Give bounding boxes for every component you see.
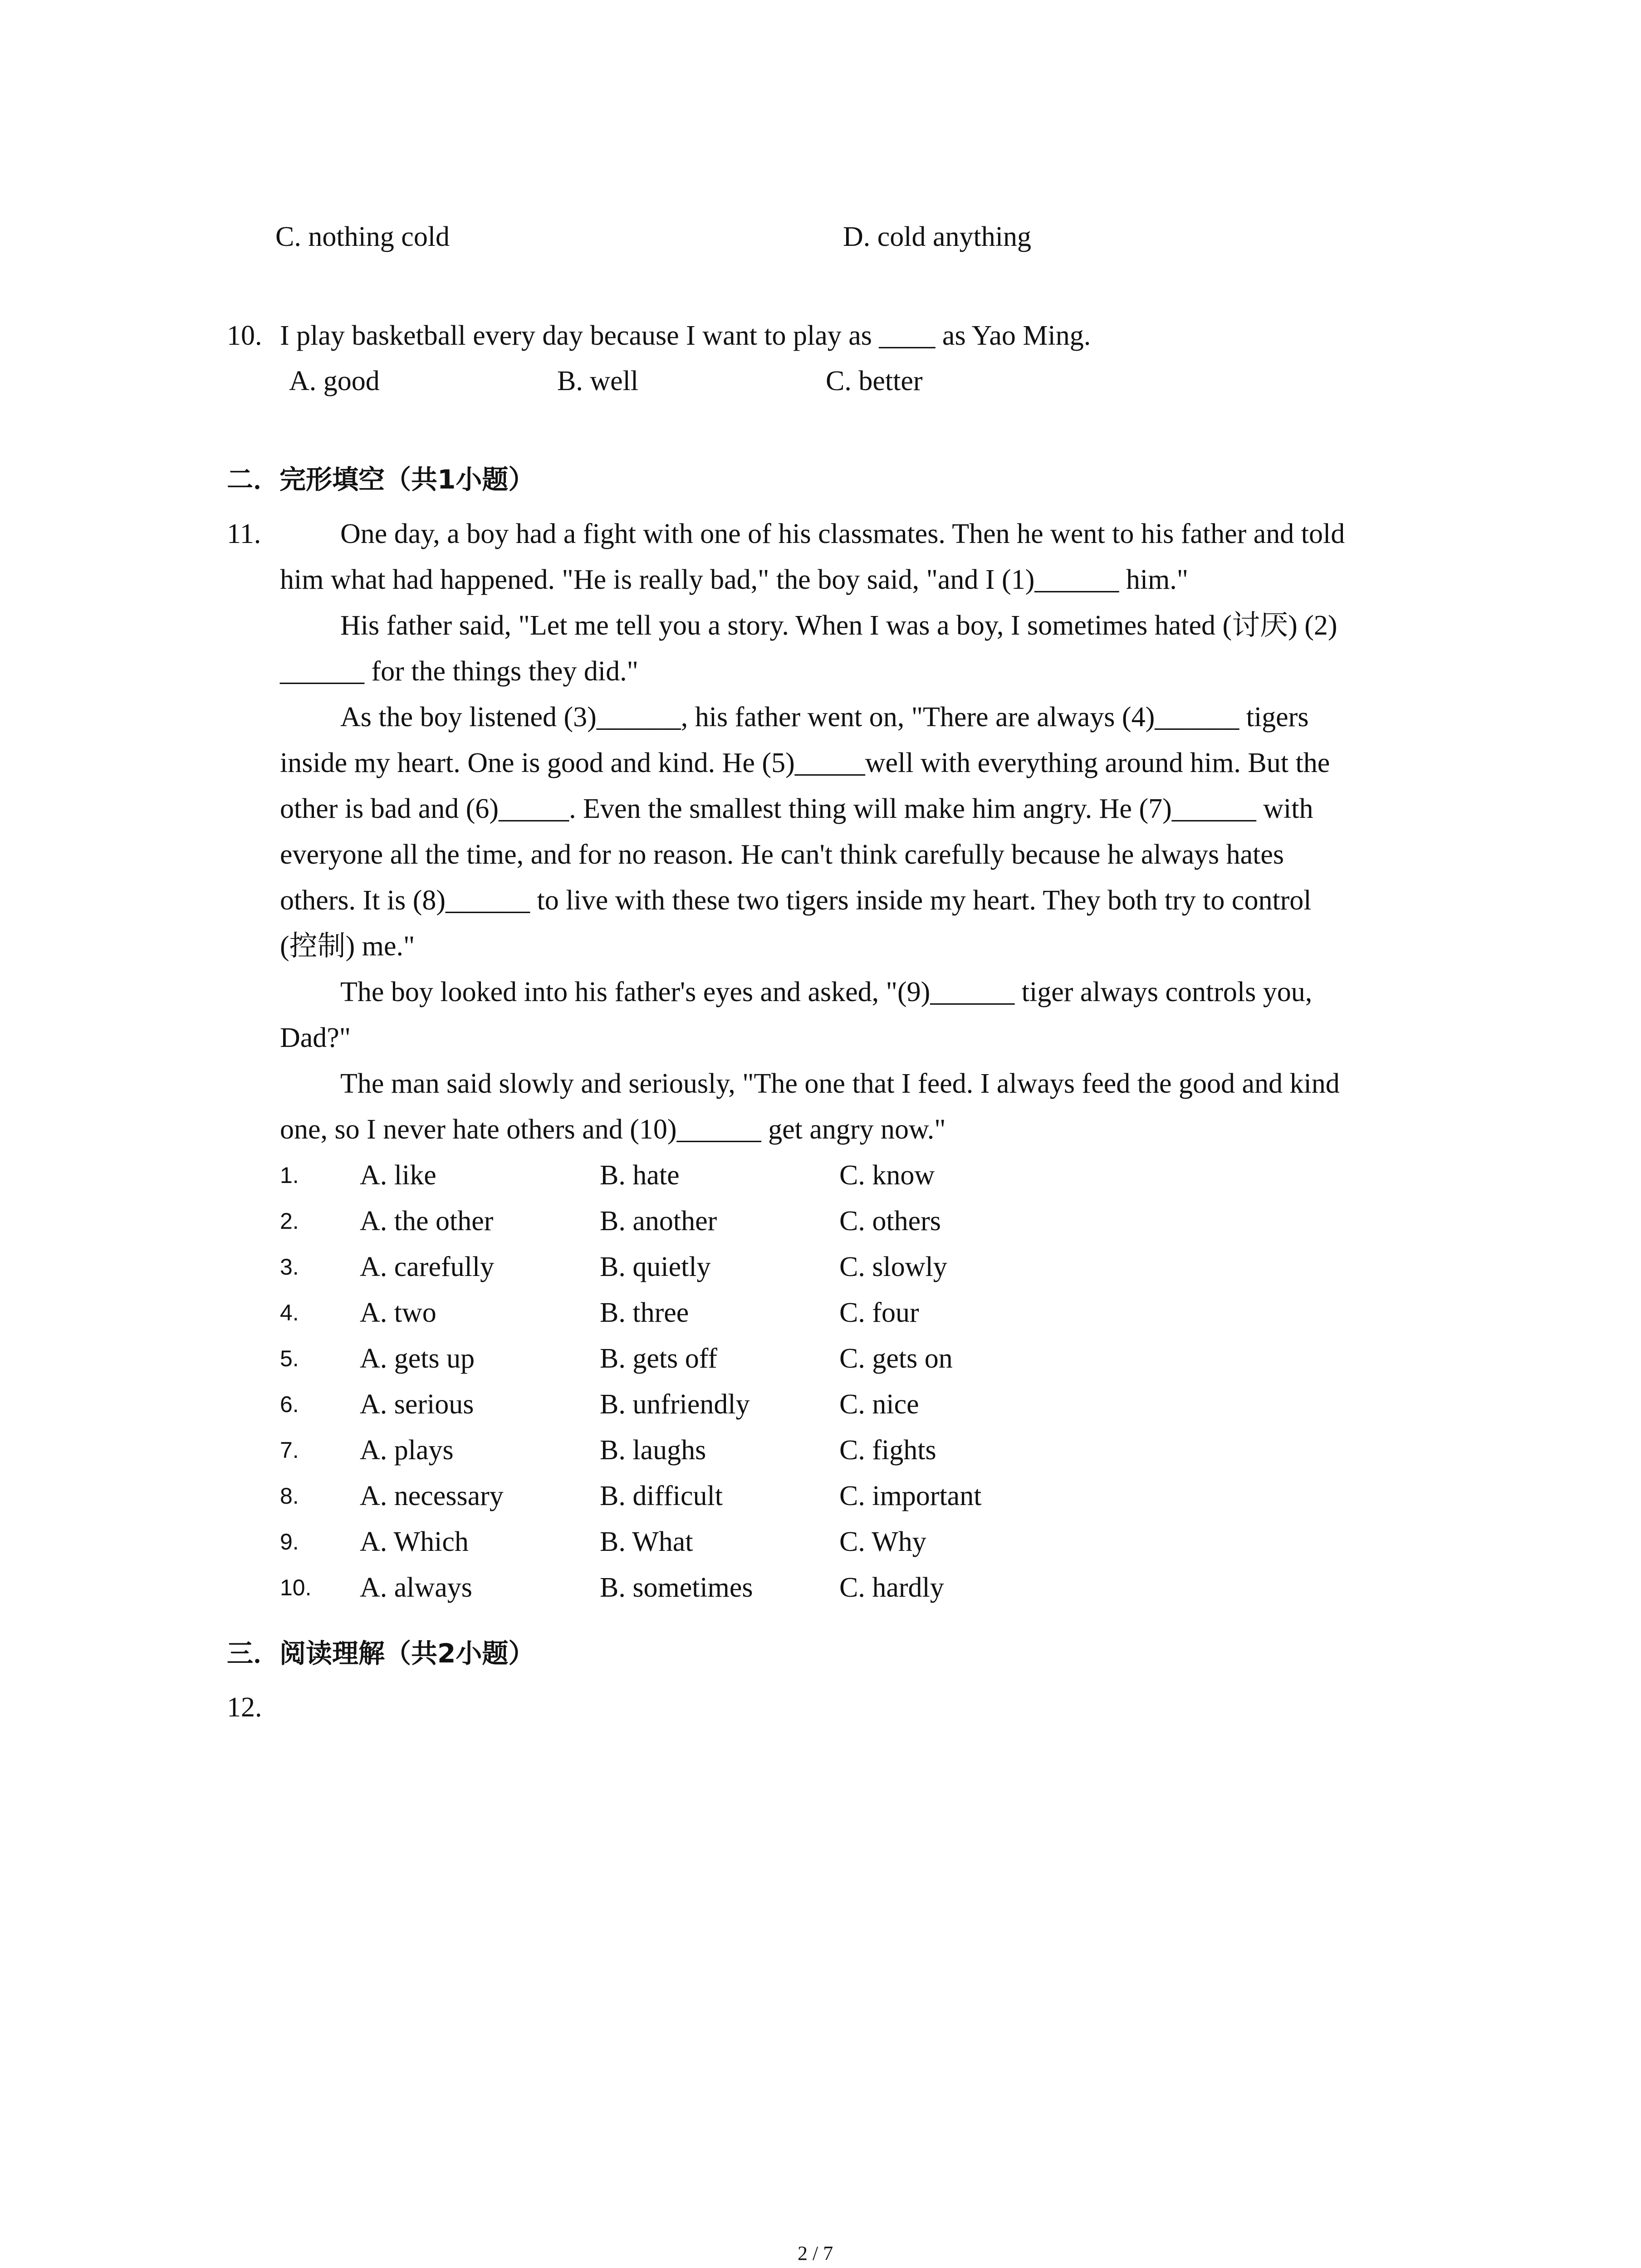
- q11-passage-line: The man said slowly and seriously, "The one that I feed. I always feed the good and kind: [340, 1068, 1340, 1099]
- option-b: B. laughs: [600, 1435, 706, 1466]
- option-row-number: 4.: [280, 1300, 299, 1325]
- option-c: C. know: [839, 1160, 935, 1191]
- option-row-number: 5.: [280, 1346, 299, 1371]
- option-a: A. carefully: [360, 1251, 495, 1282]
- option-a: A. always: [360, 1572, 472, 1603]
- q11-passage-line: (控制) me.": [280, 931, 415, 962]
- option-a: A. two: [360, 1297, 436, 1328]
- q11-passage-line: others. It is (8)______ to live with these two tigers inside my heart. They both try to control: [280, 885, 1312, 916]
- option-row-number: 7.: [280, 1437, 299, 1463]
- q10-option-c: C. better: [826, 366, 923, 396]
- option-b: B. sometimes: [600, 1572, 753, 1603]
- option-row-number: 8.: [280, 1483, 299, 1509]
- option-c: C. others: [839, 1206, 941, 1237]
- option-b: B. hate: [600, 1160, 680, 1191]
- option-a: A. the other: [360, 1206, 494, 1237]
- option-c: C. four: [839, 1297, 919, 1328]
- option-b: B. unfriendly: [600, 1389, 750, 1420]
- q11-number: 11.: [227, 518, 261, 549]
- option-row-number: 10.: [280, 1575, 312, 1600]
- q11-passage-line: ______ for the things they did.": [280, 656, 638, 687]
- q11-passage-line: other is bad and (6)_____. Even the smallest thing will make him angry. He (7)______ with: [280, 793, 1313, 824]
- option-c: C. nice: [839, 1389, 919, 1420]
- q11-passage-line: Dad?": [280, 1022, 351, 1053]
- section3-title: 三．阅读理解（共2小题）: [227, 1638, 535, 1669]
- q9-option-c: C. nothing cold: [275, 221, 450, 252]
- option-b: B. gets off: [600, 1343, 717, 1374]
- option-row-number: 3.: [280, 1254, 299, 1280]
- option-c: C. important: [839, 1481, 982, 1511]
- option-b: B. three: [600, 1297, 689, 1328]
- option-a: A. gets up: [360, 1343, 475, 1374]
- option-b: B. quietly: [600, 1251, 711, 1282]
- page-number: 2 / 7: [798, 2242, 833, 2264]
- q10-number: 10.: [227, 320, 262, 351]
- option-c: C. slowly: [839, 1251, 947, 1282]
- option-row-number: 1.: [280, 1163, 299, 1188]
- option-row-number: 9.: [280, 1529, 299, 1554]
- section2-title: 二．完形填空（共1小题）: [227, 464, 535, 495]
- option-b: B. What: [600, 1526, 693, 1557]
- option-a: A. plays: [360, 1435, 454, 1466]
- q11-passage-line: His father said, "Let me tell you a story. When I was a boy, I sometimes hated (讨厌) (2): [340, 610, 1337, 641]
- q11-passage-line: inside my heart. One is good and kind. He (5)_____well with everything around him. But the: [280, 748, 1330, 778]
- q11-passage-line: everyone all the time, and for no reason. He can't think carefully because he always hates: [280, 839, 1284, 870]
- option-a: A. Which: [360, 1526, 469, 1557]
- q12-number: 12.: [227, 1692, 262, 1723]
- option-c: C. fights: [839, 1435, 936, 1466]
- q11-passage-line: him what had happened. "He is really bad," the boy said, "and I (1)______ him.": [280, 564, 1189, 595]
- q11-passage-line: one, so I never hate others and (10)______ get angry now.": [280, 1114, 946, 1145]
- option-row-number: 2.: [280, 1208, 299, 1234]
- option-a: A. necessary: [360, 1481, 504, 1511]
- option-a: A. serious: [360, 1389, 474, 1420]
- q10-stem: I play basketball every day because I want to play as ____ as Yao Ming.: [280, 320, 1091, 351]
- option-c: C. gets on: [839, 1343, 953, 1374]
- option-row-number: 6.: [280, 1392, 299, 1417]
- q10-option-b: B. well: [557, 366, 639, 396]
- q11-passage-line: As the boy listened (3)______, his father went on, "There are always (4)______ tigers: [340, 702, 1309, 733]
- q11-passage-line: One day, a boy had a fight with one of his classmates. Then he went to his father and told: [340, 518, 1345, 549]
- option-b: B. difficult: [600, 1481, 723, 1511]
- option-c: C. Why: [839, 1526, 926, 1557]
- option-b: B. another: [600, 1206, 717, 1237]
- q9-option-d: D. cold anything: [843, 221, 1031, 252]
- option-c: C. hardly: [839, 1572, 944, 1603]
- q11-passage-line: The boy looked into his father's eyes and asked, "(9)______ tiger always controls you,: [340, 977, 1313, 1007]
- option-a: A. like: [360, 1160, 436, 1191]
- q10-option-a: A. good: [289, 366, 380, 396]
